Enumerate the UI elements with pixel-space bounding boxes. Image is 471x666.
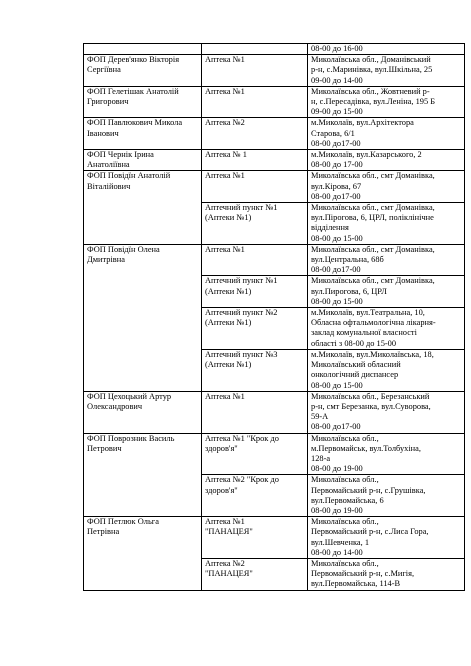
address-cell bbox=[308, 475, 465, 517]
pharmacy-line: Аптечний пункт №1 bbox=[205, 203, 278, 213]
pharmacy-cell bbox=[202, 517, 308, 559]
address-line: Первомайський р-н, с.Грушівка, bbox=[311, 485, 426, 495]
address-cell bbox=[308, 517, 465, 559]
address-line: 09-00 до 14-00 bbox=[311, 75, 363, 85]
pharmacy-line: Аптека №1 bbox=[205, 244, 245, 254]
owner-line: ФОП Гелетішак Анатолій bbox=[87, 86, 179, 96]
pharmacy-list-body bbox=[84, 44, 465, 591]
address-line: Миколаївська обл., bbox=[311, 517, 379, 527]
address-line: області з 08-00 до 15-00 bbox=[311, 338, 397, 348]
address-line: Старова, 6/1 bbox=[311, 128, 355, 138]
address-line: р-н, смт Березанка, вул.Суворова, bbox=[311, 401, 431, 411]
address-cell bbox=[308, 349, 465, 391]
address-line: 08-00 до 15-00 bbox=[311, 380, 363, 390]
owner-line: Анатоліївна bbox=[87, 160, 130, 170]
address-cell bbox=[308, 433, 465, 475]
pharmacy-line: "ПАНАЦЕЯ" bbox=[205, 527, 253, 537]
address-line: вул.Пирогова, 6, ЦРЛ bbox=[311, 286, 387, 296]
pharmacy-cell bbox=[202, 203, 308, 245]
address-line: 08-00 до 19-00 bbox=[311, 464, 363, 474]
address-line: 08-00 до17-00 bbox=[311, 191, 361, 201]
address-line: Миколаївська обл., Доманівський bbox=[311, 55, 431, 65]
pharmacy-cell bbox=[202, 118, 308, 150]
pharmacy-line: Аптека №1 bbox=[205, 55, 245, 65]
address-line: вул.Центральна, 68б bbox=[311, 255, 384, 265]
pharmacy-line: Аптека №1 bbox=[205, 517, 245, 527]
address-line: 128-а bbox=[311, 453, 331, 463]
address-line: Миколаївська обл., смт Доманівка, bbox=[311, 203, 435, 213]
address-line: м.Миколаїв, вул.Казарського, 2 bbox=[311, 150, 422, 160]
table-row bbox=[84, 244, 465, 276]
owner-line: ФОП Чернік Ірина bbox=[87, 150, 154, 160]
address-cell bbox=[308, 244, 465, 276]
pharmacy-cell bbox=[202, 308, 308, 350]
pharmacy-line: (Аптеки №1) bbox=[205, 213, 252, 223]
table-row bbox=[84, 55, 465, 87]
pharmacy-line: Аптека №2 bbox=[205, 118, 245, 128]
pharmacy-cell bbox=[202, 171, 308, 203]
owner-line: ФОП Дерев'янко Вікторія bbox=[87, 55, 180, 65]
address-line: вул.Пірогова, 6, ЦРЛ, поліклінічне bbox=[311, 213, 434, 223]
address-line: 08-00 до 19-00 bbox=[311, 505, 363, 515]
owner-line: ФОП Цехоцький Артур bbox=[87, 391, 172, 401]
owner-line: Іванович bbox=[87, 128, 119, 138]
address-line: Миколаївська обл., Березанський bbox=[311, 391, 430, 401]
pharmacy-cell bbox=[202, 86, 308, 118]
pharmacy-cell bbox=[202, 44, 308, 55]
pharmacy-list-table bbox=[83, 43, 465, 591]
table-row bbox=[84, 44, 465, 55]
owner-line: Олександрович bbox=[87, 401, 143, 411]
address-line: 08-00 до 16-00 bbox=[311, 44, 363, 53]
pharmacy-cell bbox=[202, 475, 308, 517]
address-line: вул.Шевченка, 1 bbox=[311, 537, 370, 547]
pharmacy-cell bbox=[202, 276, 308, 308]
address-line: вул.Кірова, 67 bbox=[311, 181, 362, 191]
owner-cell bbox=[84, 150, 202, 171]
table-row bbox=[84, 517, 465, 559]
pharmacy-line: Аптечний пункт №3 bbox=[205, 349, 278, 359]
address-cell bbox=[308, 203, 465, 245]
owner-cell bbox=[84, 118, 202, 150]
address-line: 08-00 до17-00 bbox=[311, 265, 361, 275]
pharmacy-line: Аптечний пункт №1 bbox=[205, 276, 278, 286]
address-line: Миколаївська обл., bbox=[311, 558, 379, 568]
address-line: 08-00 до 17-00 bbox=[311, 160, 363, 170]
pharmacy-line: Аптека № 1 bbox=[205, 150, 247, 160]
owner-line: Віталійович bbox=[87, 181, 131, 191]
address-line: Миколаївська обл., смт Доманівка, bbox=[311, 244, 435, 254]
owner-line: ФОП Павлюкович Микола bbox=[87, 118, 183, 128]
address-line: Миколаївська обл., bbox=[311, 475, 379, 485]
address-cell bbox=[308, 276, 465, 308]
address-cell bbox=[308, 55, 465, 87]
address-cell bbox=[308, 308, 465, 350]
table-row bbox=[84, 171, 465, 203]
address-line: 09-00 до 15-00 bbox=[311, 107, 363, 117]
pharmacy-line: (Аптеки №1) bbox=[205, 318, 252, 328]
address-line: відділення bbox=[311, 223, 349, 233]
address-cell bbox=[308, 44, 465, 55]
address-line: м.Миколаїв, вул.Архітектора bbox=[311, 118, 414, 128]
address-line: Миколаївська обл., bbox=[311, 433, 379, 443]
pharmacy-line: "ПАНАЦЕЯ" bbox=[205, 569, 253, 579]
owner-cell bbox=[84, 171, 202, 244]
address-cell bbox=[308, 558, 465, 590]
pharmacy-line: (Аптеки №1) bbox=[205, 286, 252, 296]
pharmacy-line: (Аптеки №1) bbox=[205, 360, 252, 370]
pharmacy-line: Аптечний пункт №2 bbox=[205, 308, 278, 318]
pharmacy-cell bbox=[202, 349, 308, 391]
address-line: Первомайський р-н, с.Мигія, bbox=[311, 569, 415, 579]
owner-cell bbox=[84, 433, 202, 517]
owner-cell bbox=[84, 55, 202, 87]
owner-line: Петрович bbox=[87, 443, 122, 453]
table-row bbox=[84, 118, 465, 150]
table-row bbox=[84, 433, 465, 475]
address-line: р-н, с.Маринівка, вул.Шкільна, 25 bbox=[311, 65, 433, 75]
pharmacy-cell bbox=[202, 433, 308, 475]
owner-line: Григорович bbox=[87, 97, 129, 107]
pharmacy-cell bbox=[202, 244, 308, 276]
owner-line: ФОП Повідїн Анатолій bbox=[87, 171, 171, 181]
owner-cell bbox=[84, 44, 202, 55]
owner-cell bbox=[84, 86, 202, 118]
address-line: заклад комунальної власності bbox=[311, 328, 417, 338]
pharmacy-line: Аптека №1 bbox=[205, 391, 245, 401]
table-row bbox=[84, 391, 465, 433]
address-cell bbox=[308, 171, 465, 203]
table-row bbox=[84, 150, 465, 171]
address-line: Миколаївський обласний bbox=[311, 360, 401, 370]
address-line: 08-00 до 15-00 bbox=[311, 296, 363, 306]
pharmacy-line: здоров'я" bbox=[205, 443, 238, 453]
address-line: м.Миколаїв, вул.Миколаївська, 18, bbox=[311, 349, 434, 359]
table-row bbox=[84, 86, 465, 118]
pharmacy-cell bbox=[202, 55, 308, 87]
address-line: 08-00 до 15-00 bbox=[311, 233, 363, 243]
address-line: Первомайський р-н, с.Лиса Гора, bbox=[311, 527, 429, 537]
owner-line: Сергіївна bbox=[87, 65, 121, 75]
address-line: 59-А bbox=[311, 412, 329, 422]
owner-line: ФОП Петлюк Ольга bbox=[87, 517, 159, 527]
pharmacy-line: Аптека №1 bbox=[205, 171, 245, 181]
address-line: 08-00 до 14-00 bbox=[311, 547, 363, 557]
address-line: м.Первомайськ, вул.Толбухіна, bbox=[311, 443, 421, 453]
pharmacy-line: здоров'я" bbox=[205, 485, 238, 495]
address-line: м.Миколаїв, вул.Театральна, 10, bbox=[311, 308, 425, 318]
address-line: н, с.Пересадівка, вул.Леніна, 195 Б bbox=[311, 97, 436, 107]
address-line: вул.Первомайська, 6 bbox=[311, 495, 384, 505]
pharmacy-line: Аптека №2 bbox=[205, 558, 245, 568]
address-cell bbox=[308, 150, 465, 171]
pharmacy-cell bbox=[202, 391, 308, 433]
owner-line: Петрівна bbox=[87, 527, 120, 537]
pharmacy-cell bbox=[202, 558, 308, 590]
owner-line: ФОП Повідїн Олена bbox=[87, 244, 160, 254]
owner-line: Дмитрівна bbox=[87, 255, 125, 265]
pharmacy-cell bbox=[202, 150, 308, 171]
owner-cell bbox=[84, 244, 202, 391]
address-line: 08-00 до17-00 bbox=[311, 138, 361, 148]
pharmacy-line: Аптека №1 "Крок до bbox=[205, 433, 279, 443]
address-line: Миколаївська обл., смт Доманівка, bbox=[311, 171, 435, 181]
address-line: 08-00 до17-00 bbox=[311, 422, 361, 432]
address-line: Миколаївська обл., Жовтневий р- bbox=[311, 86, 430, 96]
pharmacy-line: Аптека №1 bbox=[205, 86, 245, 96]
owner-cell bbox=[84, 517, 202, 590]
address-line: Обласна офтальмологічна лікарня- bbox=[311, 318, 436, 328]
address-line: вул.Первомайська, 114-В bbox=[311, 579, 401, 589]
address-cell bbox=[308, 86, 465, 118]
address-line: Миколаївська обл., смт Доманівка, bbox=[311, 276, 435, 286]
address-line: онкологічний диспансер bbox=[311, 370, 399, 380]
address-cell bbox=[308, 391, 465, 433]
owner-cell bbox=[84, 391, 202, 433]
address-cell bbox=[308, 118, 465, 150]
owner-line: ФОП Поврозник Василь bbox=[87, 433, 175, 443]
pharmacy-line: Аптека №2 "Крок до bbox=[205, 475, 279, 485]
